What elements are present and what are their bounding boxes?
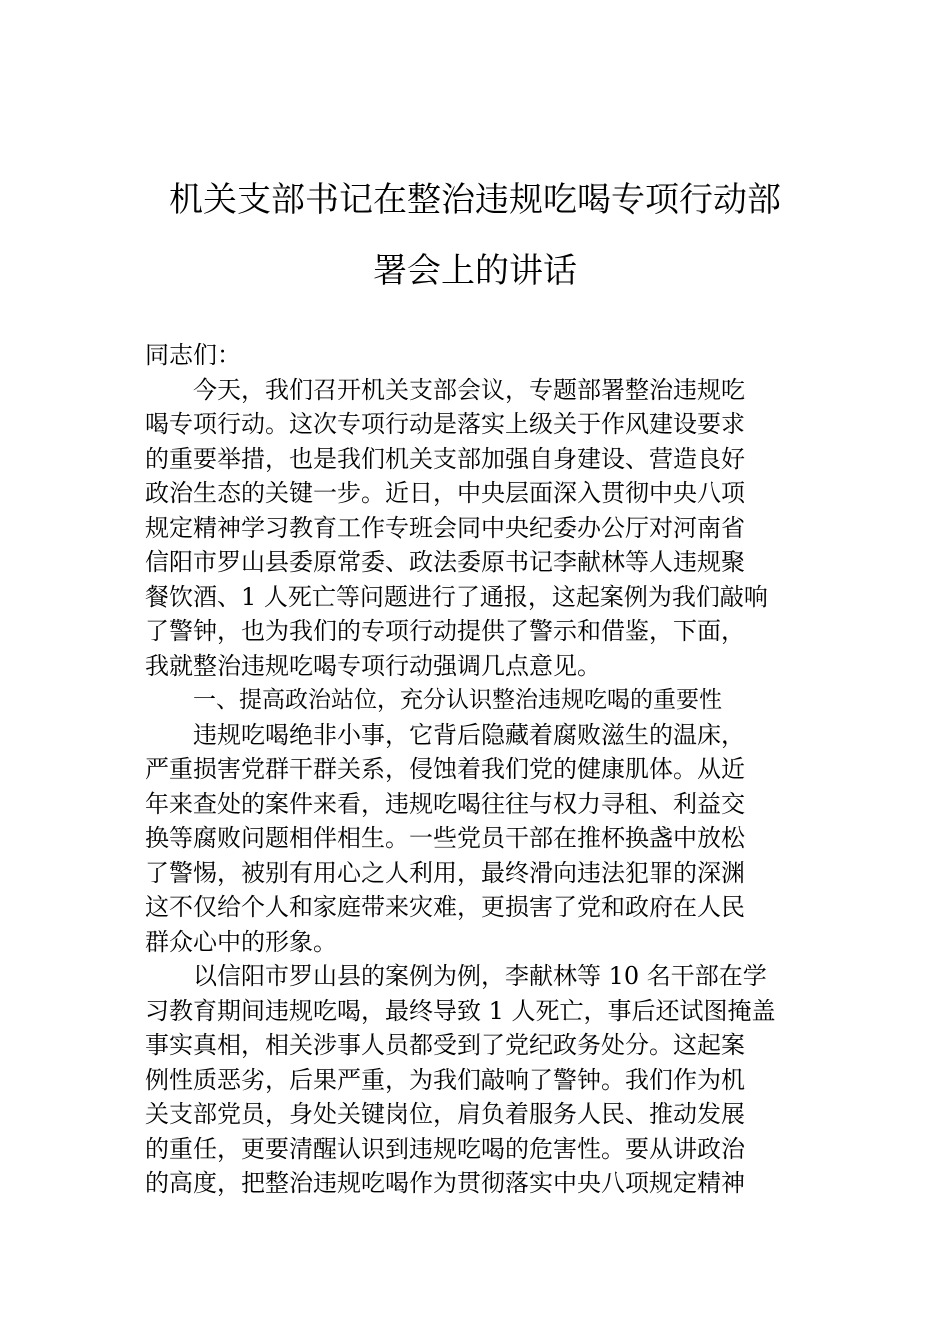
paragraph-line: 了警钟，也为我们的专项行动提供了警示和借鉴，下面， [145,617,745,645]
paragraph-line: 群众心中的形象。 [145,927,337,956]
paragraph-line: 换等腐败问题相伴相生。一些党员干部在推杯换盏中放松 [145,824,745,852]
paragraph-line: 信阳市罗山县委原常委、政法委原书记李献林等人违规聚 [145,548,745,576]
paragraph-line: 的高度，把整治违规吃喝作为贯彻落实中央八项规定精神 [145,1169,745,1197]
paragraph-line: 餐饮酒、1 人死亡等问题进行了通报，这起案例为我们敲响 [145,582,768,611]
document-title-line-2: 署会上的讲话 [373,251,577,291]
paragraph-line: 违规吃喝绝非小事，它背后隐藏着腐败滋生的温床， [193,720,745,749]
paragraph-line: 了警惕，被别有用心之人利用，最终滑向违法犯罪的深渊 [145,858,745,887]
paragraph-line: 我就整治违规吃喝专项行动强调几点意见。 [145,651,601,680]
paragraph-line: 以信阳市罗山县的案例为例，李献林等 10 名干部在学 [193,962,767,990]
document-title-line-1: 机关支部书记在整治违规吃喝专项行动部 [169,180,781,220]
salutation: 同志们： [145,341,241,369]
paragraph-line: 例性质恶劣，后果严重，为我们敲响了警钟。我们作为机 [145,1065,745,1094]
paragraph-line: 的重要举措，也是我们机关支部加强自身建设、营造良好 [145,444,745,473]
paragraph-line: 习教育期间违规吃喝，最终导致 1 人死亡，事后还试图掩盖 [145,996,776,1025]
paragraph-line: 政治生态的关键一步。近日，中央层面深入贯彻中央八项 [145,479,745,507]
paragraph-line: 这不仅给个人和家庭带来灾难，更损害了党和政府在人民 [145,893,745,921]
paragraph-line: 事实真相，相关涉事人员都受到了党纪政务处分。这起案 [145,1031,745,1059]
document-body [145,338,810,1201]
paragraph-line: 今天，我们召开机关支部会议，专题部署整治违规吃 [193,375,745,404]
paragraph-line: 年来查处的案件来看，违规吃喝往往与权力寻租、利益交 [145,789,745,818]
paragraph-line: 严重损害党群干群关系，侵蚀着我们党的健康肌体。从近 [145,755,745,783]
paragraph-line: 关支部党员，身处关键岗位，肩负着服务人民、推动发展 [145,1100,745,1128]
section-heading: 一、提高政治站位，充分认识整治违规吃喝的重要性 [193,687,722,713]
paragraph-line: 规定精神学习教育工作专班会同中央纪委办公厅对河南省 [145,513,745,542]
paragraph-line: 喝专项行动。这次专项行动是落实上级关于作风建设要求 [145,410,745,438]
paragraph-line: 的重任，更要清醒认识到违规吃喝的危害性。要从讲政治 [145,1134,745,1163]
